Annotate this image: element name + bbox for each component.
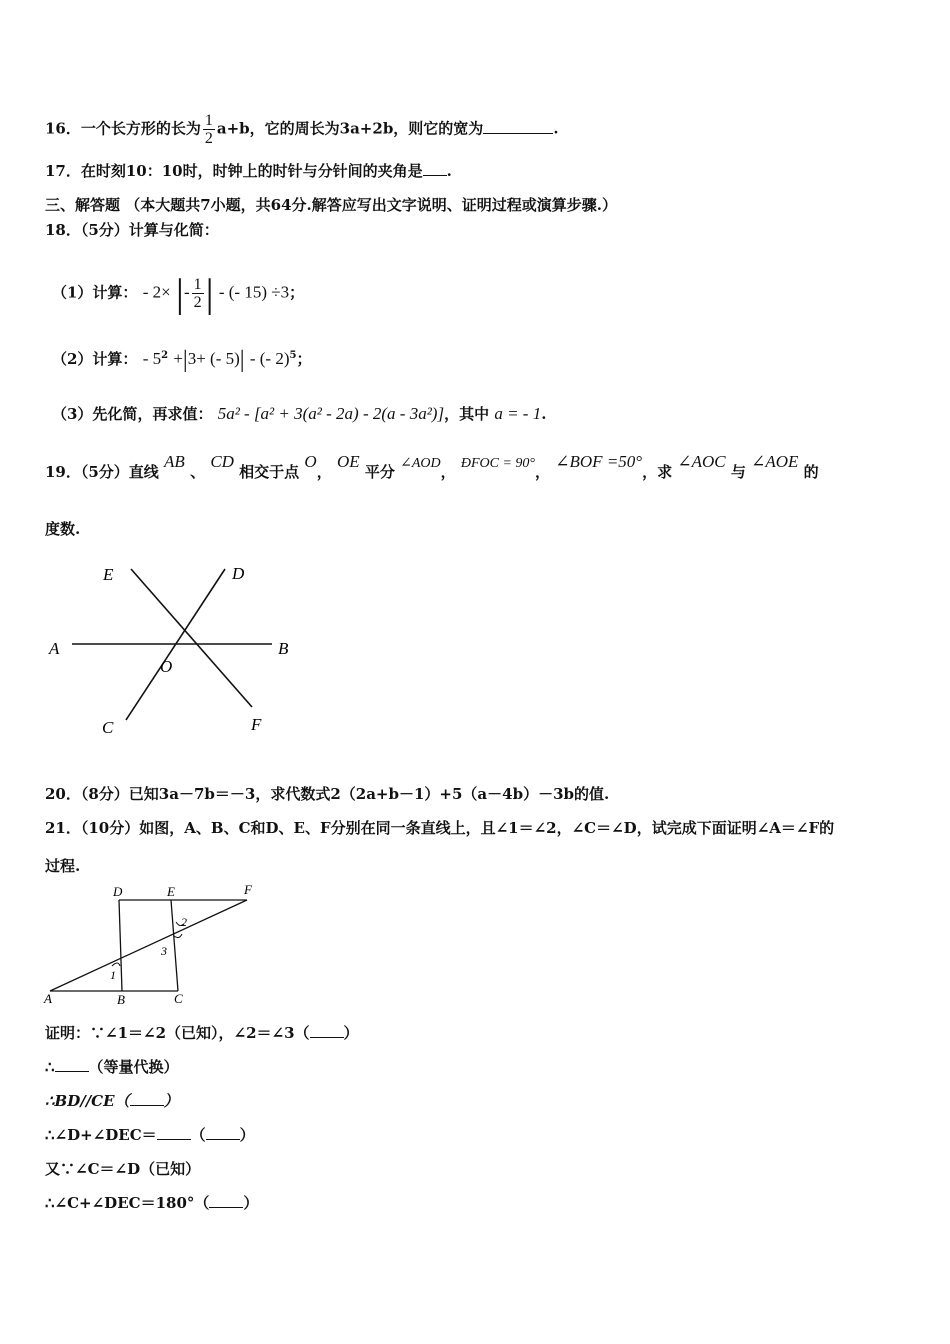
proof-blank-3[interactable] <box>130 1091 164 1106</box>
proof-l4a: ∴∠D+∠DEC＝ <box>45 1126 157 1144</box>
proof-line-3 <box>45 1091 179 1111</box>
proof-blank-5[interactable] <box>206 1125 240 1140</box>
proof-blank-2[interactable] <box>55 1057 89 1072</box>
question-17 <box>45 161 452 181</box>
q19-t5: 的 <box>803 463 819 481</box>
label-c: C <box>174 991 183 1006</box>
proof-l3a: ∴BD//CE（ <box>45 1092 130 1110</box>
q19-t2: 平分 <box>364 463 395 481</box>
q18-p1-fraction <box>192 276 204 311</box>
angle-arc-1 <box>112 963 120 966</box>
q19-bof: ∠BOF =50° <box>555 452 643 471</box>
q18-p2-abs-right: | <box>239 347 245 373</box>
q18-p2-plus: + <box>173 349 183 368</box>
question-18-part3 <box>52 404 546 424</box>
proof-l6a: ∴∠C+∠DEC＝180°（ <box>45 1194 210 1212</box>
q18-p1-num: 1 <box>193 276 202 293</box>
q18-p2-exp2: 5 <box>289 350 297 361</box>
q18-p2-label: （2）计算： <box>52 350 138 368</box>
question-21-line2: 过程. <box>45 857 81 875</box>
q18-p2-exp1: 2 <box>161 350 169 361</box>
q18-p1-expr-a: - 2× <box>142 282 171 302</box>
proof-line-2 <box>45 1057 179 1077</box>
question-18-part1 <box>52 270 305 316</box>
q19-sep1: 、 <box>190 463 206 481</box>
proof-l3b: ） <box>163 1092 179 1110</box>
q18-p3-label: （3）先化简，再求值： <box>52 405 213 423</box>
label-o: O <box>160 657 173 676</box>
proof-blank-6[interactable] <box>209 1193 243 1208</box>
question-18-title: 18．（5分）计算与化简： <box>45 221 219 239</box>
q19-t4: 与 <box>730 463 746 481</box>
angle-arc-3 <box>174 934 182 938</box>
proof-l4b: （ <box>190 1126 206 1144</box>
q18-p2-expr-d: - (- 2) <box>249 349 290 368</box>
q17-answer-blank <box>423 161 447 176</box>
proof-l2a: ∴ <box>45 1058 55 1076</box>
question-19 <box>45 452 819 484</box>
q19-aoc: ∠AOC <box>677 452 726 471</box>
q19-aoe: ∠AOE <box>751 452 799 471</box>
proof-blank-1[interactable] <box>310 1023 344 1038</box>
q16-text: a+b，它的周长为3a+2b，则它的宽为 <box>216 119 484 138</box>
q19-foc: ÐFOC = 90° <box>460 456 536 471</box>
question-20: 20．（8分）已知3a－7b＝－3，求代数式2（2a+b－1）+5（a－4b）－3b的值. <box>45 785 610 803</box>
label-a: A <box>49 639 60 658</box>
label-d: D <box>113 884 123 899</box>
q19-t1: 相交于点 <box>239 463 300 481</box>
q16-frac-num: 1 <box>204 112 213 129</box>
segment-db <box>119 900 122 991</box>
label-b: B <box>278 639 289 658</box>
proof-blank-4[interactable] <box>157 1125 191 1140</box>
q18-p2-expr-c: 3+ (- 5) <box>187 349 240 368</box>
figure-parallel-lines <box>40 880 270 1010</box>
label-3: 3 <box>161 944 167 958</box>
line-ef <box>131 569 252 707</box>
q16-answer-blank <box>483 119 553 134</box>
figure-intersecting-lines <box>40 555 310 745</box>
question-18-part2 <box>52 346 312 373</box>
q17-text: 17．在时刻10：10时，时钟上的时针与分针间的夹角是 <box>45 162 423 180</box>
q19-label: 19．（5分）直线 <box>45 463 159 481</box>
section-heading: 三、解答题 （本大题共7小题，共64分.解答应写出文字说明、证明过程或演算步骤.） <box>45 196 617 214</box>
label-a: A <box>44 991 52 1006</box>
proof-l4c: ） <box>239 1126 255 1144</box>
label-e: E <box>167 884 175 899</box>
label-f: F <box>244 882 252 897</box>
q18-p1-end: ； <box>289 283 305 302</box>
q18-p1-abs-right: | <box>205 270 214 316</box>
q18-p1-expr-c: - (- 15) ÷3 <box>218 282 290 302</box>
q16-fraction <box>203 112 215 147</box>
segment-ec <box>171 900 178 991</box>
label-d: D <box>232 564 245 583</box>
q19-c3: ， <box>535 463 551 481</box>
q18-p3-end: . <box>541 405 547 423</box>
q19-t3: ，求 <box>642 463 673 481</box>
q19-line2: 度数. <box>45 520 81 538</box>
label-b: B <box>117 992 125 1007</box>
question-21: 21．（10分）如图，A、B、C和D、E、F分别在同一条直线上，且∠1＝∠2，∠C＝∠D，试完成下面证明∠A＝∠F的 <box>45 819 835 837</box>
q19-ab: AB <box>164 452 185 471</box>
segment-af <box>50 900 247 991</box>
proof-l1b: ） <box>343 1024 359 1042</box>
proof-line-4 <box>45 1125 255 1145</box>
q18-p1-den: 2 <box>193 294 202 311</box>
label-c: C <box>102 718 114 737</box>
q18-p3-expression: 5a² - [a² + 3(a² - 2a) - 2(a - 3a²)] <box>217 404 445 423</box>
question-16 <box>45 112 559 147</box>
q18-p1-label: （1）计算： <box>52 283 138 302</box>
proof-line-5: 又∵∠C＝∠D（已知） <box>45 1160 201 1178</box>
q19-c2: ， <box>440 463 456 481</box>
proof-line-1 <box>45 1023 359 1043</box>
q18-p3-condition: a = - 1 <box>494 404 542 423</box>
proof-l6b: ） <box>243 1194 259 1212</box>
q16-label: 16．一个长方形的长为 <box>45 119 201 138</box>
label-2: 2 <box>181 915 187 929</box>
q18-p1-minus: - <box>183 282 190 302</box>
q19-c1: ， <box>316 463 332 481</box>
q16-end: . <box>553 119 559 138</box>
proof-l1a: 证明：∵∠1＝∠2（已知），∠2＝∠3（ <box>45 1024 310 1042</box>
q19-o: O <box>304 452 317 471</box>
label-e: E <box>103 565 114 584</box>
q18-p3-mid: ，其中 <box>444 405 490 423</box>
q18-p2-abs-left: | <box>182 347 188 373</box>
label-f: F <box>251 715 262 734</box>
label-1: 1 <box>110 968 116 982</box>
q17-end: . <box>446 162 452 180</box>
q18-p2-expr-a: - 5 <box>142 349 162 368</box>
q18-p1-abs-left: | <box>175 270 184 316</box>
q19-cd: CD <box>210 452 234 471</box>
q18-p2-end: ； <box>296 350 312 368</box>
q19-aod: ∠AOD <box>400 456 441 471</box>
proof-line-6 <box>45 1193 258 1213</box>
proof-l2b: （等量代换） <box>88 1058 179 1076</box>
q16-frac-den: 2 <box>204 130 213 147</box>
q19-oe: OE <box>336 452 360 471</box>
